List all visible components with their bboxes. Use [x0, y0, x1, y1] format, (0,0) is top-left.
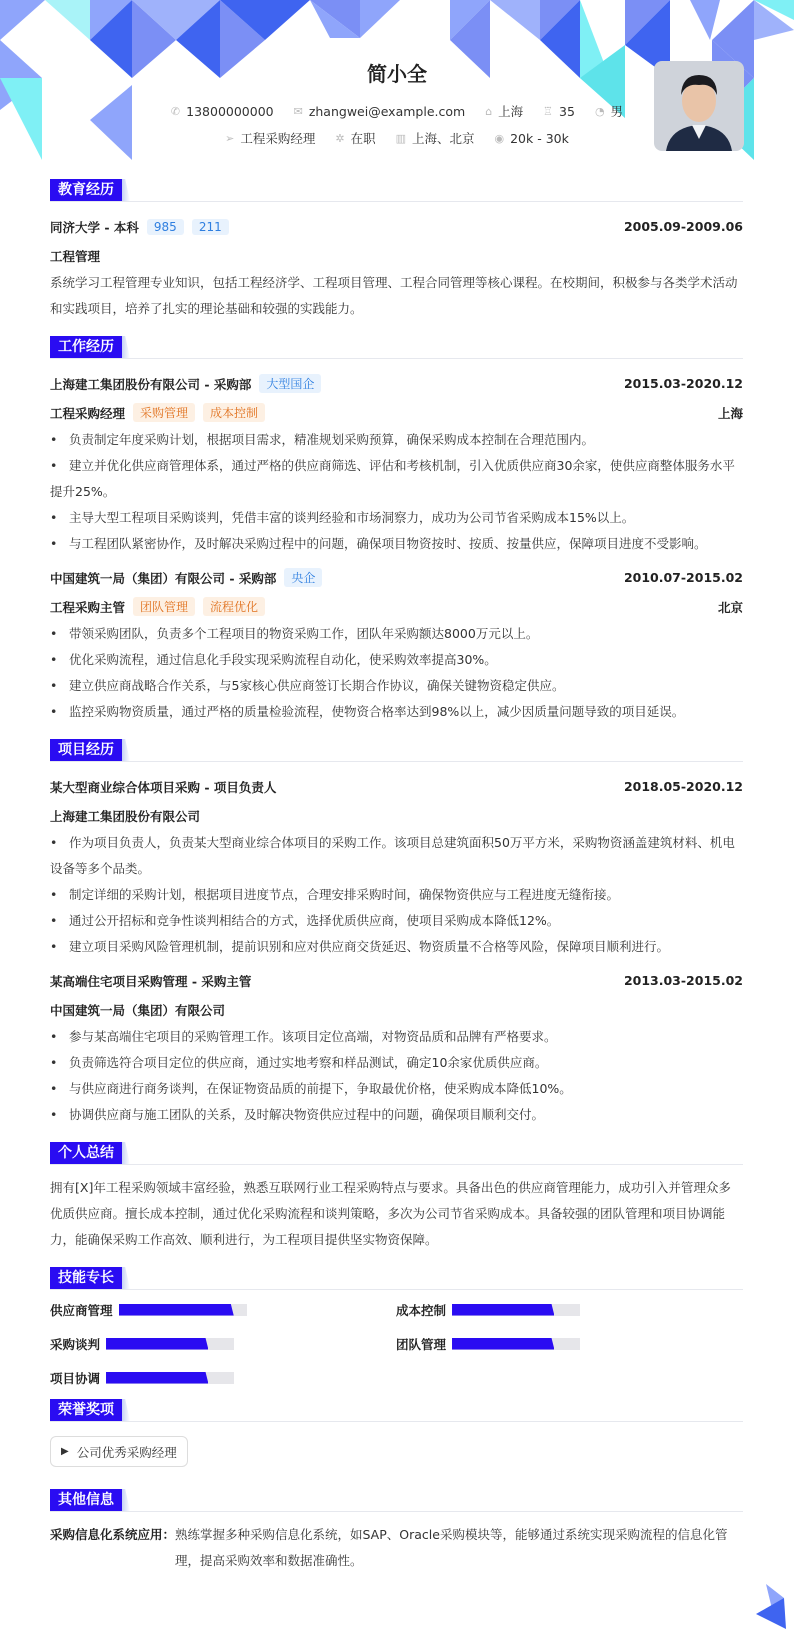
- skill-bar: [452, 1304, 580, 1316]
- send-icon: ➢: [225, 131, 235, 145]
- list-item: • 带领采购团队，负责多个工程项目的物资采购工作，团队年采购额达8000万元以上。: [50, 626, 539, 641]
- role: 工程采购经理: [50, 405, 126, 421]
- tag: 流程优化: [203, 597, 265, 616]
- home-icon: ⌂: [485, 104, 493, 118]
- skill-bar: [452, 1338, 580, 1350]
- gender-icon: ◔: [594, 104, 605, 118]
- company-type-tag: 央企: [284, 568, 322, 587]
- tag: 成本控制: [203, 403, 265, 422]
- skill-name: 成本控制: [396, 1302, 447, 1318]
- tag: 采购管理: [133, 403, 195, 422]
- skills-section: [50, 1267, 743, 1387]
- list-item: • 建立供应商战略合作关系，与5家核心供应商签订长期合作协议，确保关键物资稳定供应。: [50, 678, 565, 693]
- status: 在职: [350, 131, 376, 146]
- other-section: [50, 1489, 743, 1574]
- section-title: 荣誉奖项: [50, 1399, 122, 1421]
- list-item: • 主导大型工程项目采购谈判，凭借丰富的谈判经验和市场洞察力，成功为公司节省采购成本15%以上。: [50, 510, 635, 525]
- tag: 985: [147, 219, 184, 235]
- date: 2018.05-2020.12: [623, 779, 743, 794]
- skill-bar: [106, 1372, 234, 1384]
- status-icon: ✲: [335, 131, 345, 145]
- date: 2013.03-2015.02: [623, 973, 743, 988]
- list-item: • 建立并优化供应商管理体系，通过严格的供应商筛选、评估和考核机制，引入优质供应商30余家，使供应商整体服务水平提升25%。: [50, 458, 735, 499]
- gender: 男: [610, 104, 624, 119]
- date: 2015.03-2020.12: [623, 376, 743, 391]
- section-title: 其他信息: [50, 1489, 122, 1511]
- list-item: • 监控采购物资质量，通过严格的质量检验流程，使物资合格率达到98%以上，减少因质量问题导致的项目延误。: [50, 704, 685, 719]
- skill-bar-fill: [119, 1304, 234, 1316]
- project-company: 中国建筑一局（集团）有限公司: [50, 1002, 226, 1018]
- skill-bar: [106, 1338, 234, 1350]
- date: 2005.09-2009.06: [623, 219, 743, 234]
- company: 上海建工集团股份有限公司 - 采购部: [50, 376, 252, 392]
- list-item: • 负责筛选符合项目定位的供应商，通过实地考察和样品测试，确定10余家优质供应商。: [50, 1055, 548, 1070]
- candidate-name: 简小全: [367, 62, 427, 86]
- age: 35: [559, 103, 575, 119]
- list-item: • 与供应商进行商务谈判，在保证物资品质的前提下，争取最优价格，使采购成本降低10%。: [50, 1081, 572, 1096]
- list-item: • 协调供应商与施工团队的关系，及时解决物资供应过程中的问题，确保项目顺利交付。: [50, 1107, 545, 1122]
- section-title: 个人总结: [50, 1142, 122, 1164]
- project-company: 上海建工集团股份有限公司: [50, 808, 201, 824]
- awards-section: [50, 1399, 743, 1481]
- list-item: • 参与某高端住宅项目的采购管理工作。该项目定位高端，对物资品质和品牌有严格要求。: [50, 1029, 557, 1044]
- skill-bar-fill: [452, 1338, 554, 1350]
- project-name: 某高端住宅项目采购管理 - 采购主管: [50, 973, 252, 989]
- award-label: 公司优秀采购经理: [76, 1444, 177, 1460]
- other-value: 熟练掌握多种采购信息化系统，如SAP、Oracle采购模块等，能够通过系统实现采购流程的信息化管理，提高采购效率和数据准确性。: [175, 1527, 728, 1568]
- project-section: [50, 739, 743, 1134]
- skill-item: [396, 1300, 742, 1319]
- work-section: [50, 336, 743, 731]
- skill-name: 采购谈判: [50, 1336, 101, 1352]
- section-title: 项目经历: [50, 739, 122, 761]
- skill-bar-fill: [452, 1304, 554, 1316]
- play-icon: ▶: [61, 1446, 69, 1457]
- skill-name: 团队管理: [396, 1336, 447, 1352]
- skill-name: 供应商管理: [50, 1302, 113, 1318]
- list-item: • 负责制定年度采购计划，根据项目需求，精准规划采购预算，确保采购成本控制在合理范围内。: [50, 432, 595, 447]
- company: 中国建筑一局（集团）有限公司 - 采购部: [50, 570, 277, 586]
- award-item[interactable]: [50, 1436, 188, 1467]
- building-icon: ▥: [395, 131, 406, 145]
- list-item: • 制定详细的采购计划，根据项目进度节点，合理安排采购时间，确保物资供应与工程进度无缝衔接。: [50, 887, 620, 902]
- list-item: • 通过公开招标和竞争性谈判相结合的方式，选择优质供应商，使项目采购成本降低12%。: [50, 913, 560, 928]
- position: 工程采购经理: [240, 131, 316, 146]
- age-icon: ♖: [543, 104, 554, 118]
- skill-bar-fill: [106, 1338, 208, 1350]
- mail-icon: ✉: [293, 104, 303, 118]
- skill-bar: [119, 1304, 247, 1316]
- tag: 团队管理: [133, 597, 195, 616]
- skill-item: [396, 1334, 742, 1353]
- target-city: 上海、北京: [411, 131, 475, 146]
- skill-item: [50, 1368, 396, 1387]
- skill-item: [50, 1334, 396, 1353]
- list-item: • 建立项目采购风险管理机制，提前识别和应对供应商交货延迟、物资质量不合格等风险，保障项目顺利进行。: [50, 939, 670, 954]
- section-title: 技能专长: [50, 1267, 122, 1289]
- list-item: • 与工程团队紧密协作，及时解决采购过程中的问题，确保项目物资按时、按质、按量供应，保障项目进度不受影响。: [50, 536, 707, 551]
- corner-decoration: [756, 1584, 786, 1629]
- avatar: [654, 61, 744, 151]
- city: 上海: [498, 104, 524, 119]
- section-title: 工作经历: [50, 336, 122, 358]
- skill-name: 项目协调: [50, 1370, 101, 1386]
- city: 上海: [717, 405, 743, 421]
- date: 2010.07-2015.02: [623, 570, 743, 585]
- email: zhangwei@example.com: [308, 103, 466, 119]
- major: 工程管理: [50, 248, 101, 264]
- company-type-tag: 大型国企: [259, 374, 321, 393]
- role: 工程采购主管: [50, 599, 126, 615]
- school: 同济大学 - 本科: [50, 219, 139, 235]
- phone: 13800000000: [186, 103, 274, 119]
- education-desc: 系统学习工程管理专业知识，包括工程经济学、工程项目管理、工程合同管理等核心课程。在校期间，积极参与各类学术活动和实践项目，培养了扎实的理论基础和较强的实践能力。: [50, 275, 738, 316]
- summary-text: 拥有[X]年工程采购领域丰富经验，熟悉互联网行业工程采购特点与要求。具备出色的供应商管理能力，成功引入并管理众多优质供应商。擅长成本控制，通过优化采购流程和谈判策略，多次为公司节省采购成本。具备较强的团队管理和项目协调能力，能确保采购工作高效、顺利进行，为工程项目提供坚实物资保障。: [50, 1180, 731, 1247]
- skill-bar-fill: [106, 1372, 208, 1384]
- summary-section: [50, 1142, 743, 1259]
- list-item: • 作为项目负责人，负责某大型商业综合体项目的采购工作。该项目总建筑面积50万平方米，采购物资涵盖建筑材料、机电设备等多个品类。: [50, 835, 735, 876]
- salary: 20k - 30k: [510, 130, 569, 146]
- skill-item: [50, 1300, 396, 1319]
- list-item: • 优化采购流程，通过信息化手段实现采购流程自动化，使采购效率提高30%。: [50, 652, 497, 667]
- city: 北京: [717, 599, 743, 615]
- section-title: 教育经历: [50, 179, 122, 201]
- salary-icon: ◉: [494, 131, 505, 145]
- project-name: 某大型商业综合体项目采购 - 项目负责人: [50, 779, 277, 795]
- phone-icon: ✆: [170, 104, 181, 118]
- tag: 211: [192, 219, 229, 235]
- education-section: [50, 179, 743, 328]
- other-key: 采购信息化系统应用：: [50, 1527, 176, 1542]
